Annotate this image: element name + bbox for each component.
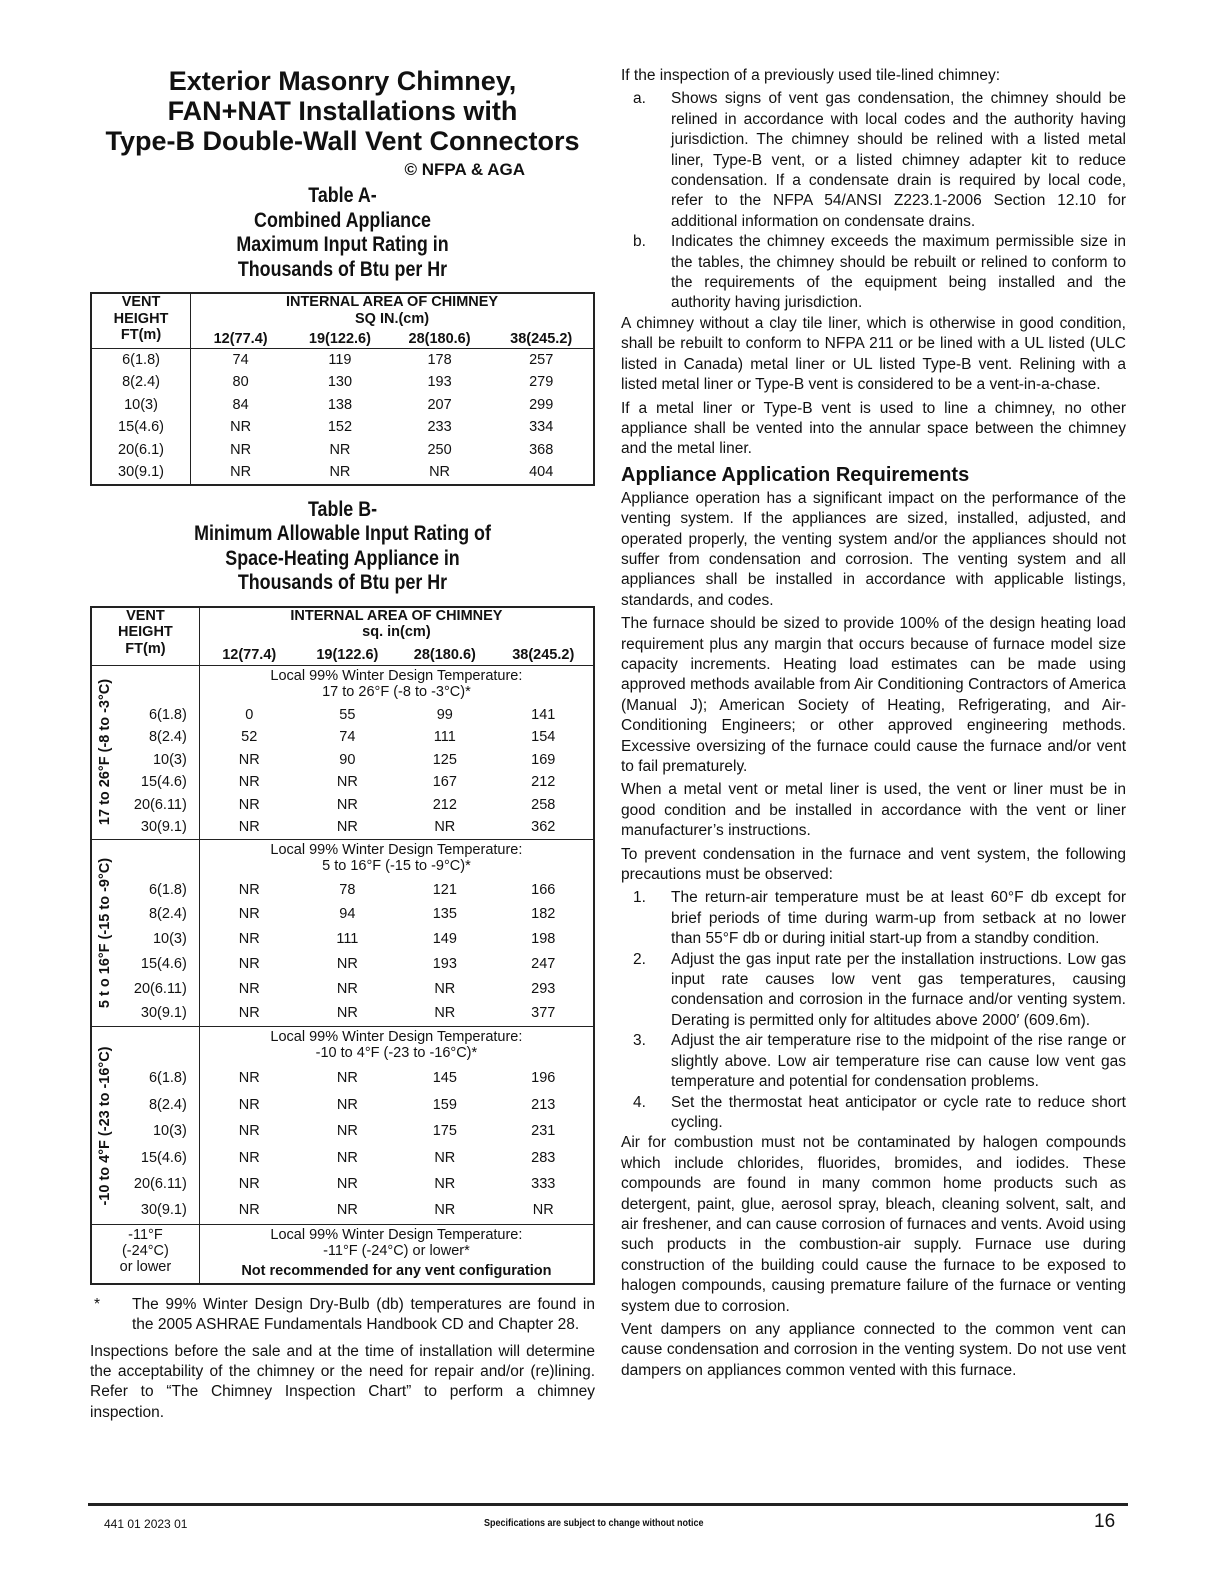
table-row: 15(4.6) NR NR NR 283 bbox=[91, 1145, 594, 1171]
table-row: 30(9.1) NR NR NR 362 bbox=[91, 816, 594, 839]
table-a: VENT HEIGHT FT(m) INTERNAL AREA OF CHIMNEY SQ IN.(cm) 12(77.4) 19(122.6) 28(180.6) 38(245.2) 6(1.8) 74 119 178 257 8(2.4) 80 130 193 279 10(3) 84 138 207 299 15(4.6) NR 152 233 334 20(6.1) NR NR 250 368 30(9.1) NR NR NR 404 bbox=[90, 292, 595, 486]
table-b-last-row: -11°F (-24°C) or lower Local 99% Winter Design Temperature: -11°F (-24°C) or lower* Not recommended for any vent configuration bbox=[91, 1224, 594, 1284]
table-row: 8(2.4) NR 94 135 182 bbox=[91, 902, 594, 927]
table-row: 8(2.4) 52 74 111 154 bbox=[91, 726, 594, 749]
table-row: 30(9.1) NR NR NR 404 bbox=[91, 461, 594, 485]
table-row: 6(1.8) NR 78 121 166 bbox=[91, 878, 594, 903]
page-title: Exterior Masonry Chimney, FAN+NAT Installations with Type-B Double-Wall Vent Connectors bbox=[105, 66, 580, 156]
paragraph-combustion-air: Air for combustion must not be contaminated by halogen compounds which include chlorides, fluorides, bromides, and iodides. These compounds are found in many common home products such as detergent, paint, glue, aerosol spray, bleach, cleaning solvent, salt, and air freshener, and can cause corrosion of furnaces and vents. Avoid using such products in the combustion-air supply. Furnace use during construction of the building could cause the furnace to be exposed to halogen compounds, causing premature failure of the furnace or venting system due to corrosion. bbox=[621, 1134, 1126, 1315]
paragraph-clay-liner: A chimney without a clay tile liner, which is otherwise in good condition, shall be rebuilt to conform to NFPA 211 or be lined with a UL listed (ULC listed in Canada) metal liner or UL listed Type-B vent. Relining with a listed metal liner or Type-B vent is considered to be a vent-in-a-chase. bbox=[621, 314, 1126, 394]
paragraph-vent-dampers: Vent dampers on any appliance connected to the common vent can cause condensation and corrosion in the venting system. Do not use vent dampers on appliances common vented with this furnace. bbox=[621, 1320, 1126, 1379]
footnote: * The 99% Winter Design Dry-Bulb (db) temperatures are found in the 2005 ASHRAE Fundamentals Handbook CD and Chapter 28. bbox=[94, 1295, 595, 1334]
table-row: 10(3) NR 90 125 169 bbox=[91, 749, 594, 772]
table-row: 10(3) 84 138 207 299 bbox=[91, 394, 594, 417]
page-number: 16 bbox=[1094, 1511, 1116, 1532]
list-item: 3. Adjust the air temperature rise to the midpoint of the rise range or slightly above. Low air temperature rise can cause low vent gas temperature and potential for condensation problems. bbox=[633, 1032, 1126, 1091]
table-row: 10(3) NR NR 175 231 bbox=[91, 1118, 594, 1144]
table-group-caption: 5 t o 16°F (-15 to -9°C) Local 99% Winter Design Temperature: 5 to 16°F (-15 to -9°C)* bbox=[91, 839, 594, 878]
table-row: 20(6.11) NR NR NR 293 bbox=[91, 977, 594, 1002]
table-row: 8(2.4) NR NR 159 213 bbox=[91, 1092, 594, 1118]
footer-divider bbox=[88, 1503, 1128, 1506]
paragraph-sizing: The furnace should be sized to provide 100% of the design heating load requirement plus any margin that occurs because of furnace model size capacity increments. Heating load estimates can be made using approved methods available from Air Conditioning Contractors of America (Manual J); American Society of Heating, Refrigerating, and Air-Conditioning Engineers; or other approved engineering methods. Excessive oversizing of the furnace could cause the furnace and/or vent to fail prematurely. bbox=[621, 615, 1126, 775]
temperature-range-label: 5 t o 16°F (-15 to -9°C) bbox=[91, 839, 118, 1027]
temperature-range-label: -10 to 4°F (-23 to -16°C) bbox=[91, 1027, 118, 1224]
table-a-header: VENT HEIGHT FT(m) INTERNAL AREA OF CHIMNEY bbox=[91, 293, 594, 311]
table-row: 6(1.8) 0 55 99 141 bbox=[91, 704, 594, 727]
lettered-list bbox=[621, 89, 1126, 313]
table-row: 8(2.4) 80 130 193 279 bbox=[91, 371, 594, 394]
table-row: 30(9.1) NR NR NR 377 bbox=[91, 1001, 594, 1026]
paragraph-precautions: To prevent condensation in the furnace and vent system, the following precautions must be observed: bbox=[621, 845, 1126, 884]
paragraph-metal-vent: When a metal vent or metal liner is used, the vent or liner must be in good condition and be installed in accordance with the vent or liner manufacturer’s instructions. bbox=[621, 781, 1126, 840]
table-a-title: Table A- Combined Appliance Maximum Input Rating in Thousands of Btu per Hr bbox=[236, 184, 449, 281]
table-row: 6(1.8) 74 119 178 257 bbox=[91, 348, 594, 371]
copyright: © NFPA & AGA bbox=[404, 160, 525, 179]
table-row: 20(6.1) NR NR 250 368 bbox=[91, 439, 594, 462]
table-a-columns: 12(77.4) 19(122.6) 28(180.6) 38(245.2) bbox=[91, 327, 594, 348]
table-row: 10(3) NR 111 149 198 bbox=[91, 927, 594, 952]
table-b: VENT HEIGHT FT(m) INTERNAL AREA OF CHIMNEY sq. in(cm) 12(77.4) 19(122.6) 28(180.6) 38(245.2) 17 to 26°F (-8 to -3°C) Local 99% Winter Design Temperature: 17 to 26°F (-8 to -3°C)* 6(1.8) 0 55 99 141 8(2.4) 52 74 111 154 10(3) NR 90 125 169 15(4.6) NR NR 167 212 20(6.11) NR NR 212 258 30(9.1) NR NR NR 362 5 t o 16°F (-15 to -9°C) Local 99% Winter Design Temperature: 5 to 16°F (-15 to -9°C)* 6(1.8) NR 78 121 166 8(2.4) NR 94 135 182 10(3) NR 111 149 198 15(4.6) NR NR 193 247 20(6.11) NR NR NR 293 30(9.1) NR NR NR 377 -10 to 4°F (-23 to -16°C) Local 99% Winter Design Temperature: -10 to 4°F (-23 to -16°C)* 6(1.8) NR NR 145 196 8(2.4) NR NR 159 213 10(3) NR NR 175 231 15(4.6) NR NR NR 283 20(6.11) NR NR NR 333 30(9.1) NR NR NR NR -11°F (-24°C) or lower Local 99% Winter Design Temperature: -11°F (-24°C) or lower* Not recommended for any vent configuration bbox=[90, 606, 595, 1285]
paragraph-metal-liner: If a metal liner or Type-B vent is used to line a chimney, no other appliance shall be vented into the annular space between the chimney and the metal liner. bbox=[621, 399, 1126, 458]
temperature-range-label: 17 to 26°F (-8 to -3°C) bbox=[96, 678, 113, 826]
not-recommended-note: Not recommended for any vent configuration bbox=[241, 1262, 552, 1279]
table-row: 15(4.6) NR NR 167 212 bbox=[91, 771, 594, 794]
intro-paragraph: If the inspection of a previously used tile-lined chimney: bbox=[621, 67, 1001, 84]
list-item: b. Indicates the chimney exceeds the maximum permissible size in the tables, the chimney should be rebuilt or relined to conform to the requirements of the equipment being installed and the authority having jurisdiction. bbox=[633, 233, 1126, 312]
table-row: 6(1.8) NR NR 145 196 bbox=[91, 1065, 594, 1091]
right-column bbox=[621, 66, 1126, 1384]
table-row: 20(6.11) NR NR 212 258 bbox=[91, 794, 594, 817]
list-item: a. Shows signs of vent gas condensation, the chimney should be relined in accordance with local codes and the authority having jurisdiction. The chimney should be relined with a listed metal liner, Type-B vent, or a listed chimney adapter kit to reduce condensation. If a condensate drain is required by local code, refer to the NFPA 54/ANSI Z223.1-2006 Section 12.10 for additional information on condensate drains. bbox=[633, 90, 1126, 230]
table-b-title: Table B- Minimum Allowable Input Rating of Space-Heating Appliance in Thousands of Btu per Hr bbox=[194, 497, 491, 594]
table-row: 15(4.6) NR NR 193 247 bbox=[91, 952, 594, 977]
section-heading: Appliance Application Requirements bbox=[621, 463, 970, 486]
inspection-paragraph: Inspections before the sale and at the time of installation will determine the acceptability of the chimney or the need for repair and/or (re)lining. Refer to “The Chimney Inspection Chart” to perform a chimney inspection. bbox=[90, 1342, 595, 1421]
numbered-list bbox=[621, 888, 1126, 1133]
table-row: 30(9.1) NR NR NR NR bbox=[91, 1197, 594, 1224]
list-item: 4. Set the thermostat heat anticipator or cycle rate to reduce short cycling. bbox=[633, 1093, 1126, 1131]
table-group-caption: -10 to 4°F (-23 to -16°C) Local 99% Winter Design Temperature: -10 to 4°F (-23 to -16°C)* bbox=[91, 1027, 594, 1066]
table-row: 20(6.11) NR NR NR 333 bbox=[91, 1171, 594, 1197]
table-b-columns: 12(77.4) 19(122.6) 28(180.6) 38(245.2) bbox=[91, 641, 594, 666]
doc-number: 441 01 2023 01 bbox=[104, 1517, 188, 1531]
left-column bbox=[90, 66, 595, 1425]
paragraph-operation: Appliance operation has a significant impact on the performance of the venting system. If the appliances are sized, installed, adjusted, and operated properly, the venting system and/or the appliances should not suffer from condensation and corrosion. The venting system and all appliances shall be installed in accordance with applicable listings, standards, and codes. bbox=[621, 489, 1126, 609]
table-b-header: VENT HEIGHT FT(m) INTERNAL AREA OF CHIMNEY bbox=[91, 607, 594, 625]
table-row: 15(4.6) NR 152 233 334 bbox=[91, 416, 594, 439]
footer-notice: Specifications are subject to change without notice bbox=[484, 1518, 704, 1529]
list-item: 2. Adjust the gas input rate per the installation instructions. Low gas input rate causes low vent gas temperatures, causing condensation and corrosion in the furnace and/or venting system. Derating is permitted only for altitudes above 2000′ (609.6m). bbox=[633, 950, 1126, 1029]
list-item: 1. The return-air temperature must be at least 60°F db except for brief periods of time during warm-up from setback at no lower than 55°F db or during initial start-up from a standby condition. bbox=[633, 889, 1126, 948]
table-group-caption: 17 to 26°F (-8 to -3°C) Local 99% Winter Design Temperature: 17 to 26°F (-8 to -3°C)* bbox=[91, 665, 594, 704]
